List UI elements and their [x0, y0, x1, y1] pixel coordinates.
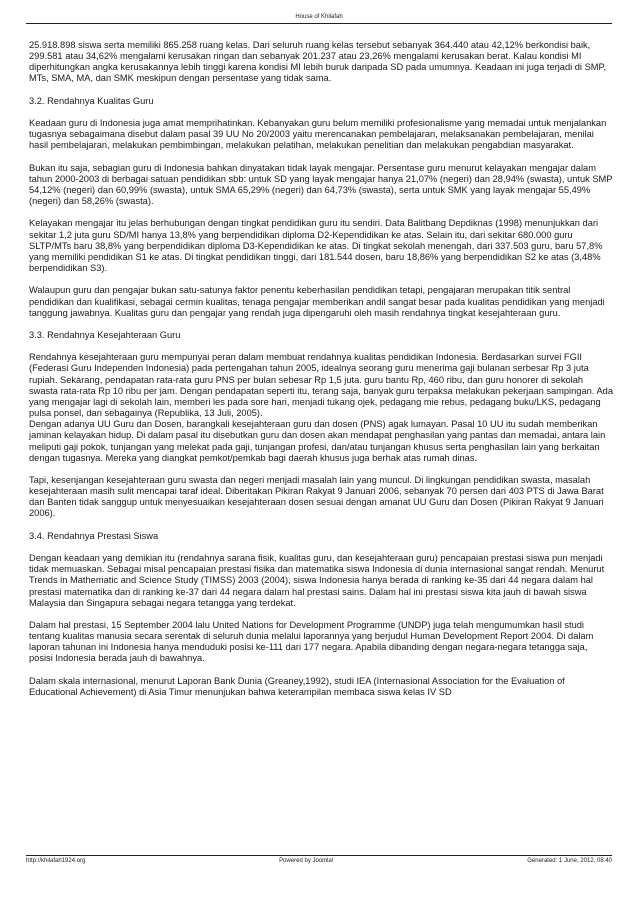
header-rule [26, 23, 612, 24]
paragraph-welfare-gap: Tapi, kesenjangan kesejahteraan guru swasta dan negeri menjadi masalah lain yang muncul. Di lingkungan pendidikan swasta, masalah kesejahteraan masih sulit mencapai taraf ideal. Diberitakan Pikiran Rakyat 9 Januari 2006, sebanyak 70 persen dari 403 PTS di Jawa Barat dan Banten tidak sanggup untuk menyesuaikan kesejahteraan dosen sesuai dengan amanat UU Guru dan Dosen (Pikiran Rakyat 9 Januari 2006). [29, 474, 604, 519]
footer-url: http://khilafah1924.org [26, 858, 86, 864]
paragraph-student-achievement: Dengan keadaan yang demikian itu (rendahnya sarana fisik, kualitas guru, dan kesejahteraan guru) pencapaian prestasi siswa pun menjadi tidak memuaskan. Sebagai misal pencapaian prestasi fisika dan matematika siswa Indonesia di dunia internasional sangat rendah. Menurut Trends in Mathematic and Science Study (TIMSS) 2003 (2004), siswa Indonesia hanya berada di ranking ke-35 dari 44 negara dalam hal prestasi matematika dan di ranking ke-37 dari 44 negara dalam hal prestasi sains. Dalam hal ini prestasi siswa kita jauh di bawah siswa Malaysia dan Singapura sebagai negara tetangga yang terdekat. [29, 553, 605, 608]
footer-generated: Generated: 1 June, 2012, 08:40 [527, 858, 612, 864]
paragraph-teacher-quality: Walaupun guru dan pengajar bukan satu-satunya faktor penentu keberhasilan pendidikan tetapi, pengajaran merupakan titik sentral pendidikan dan kualifikasi, sebagai cermin kualitas, tenaga pengajar memberikan andil sangat besar pada kualitas pendidikan yang menjadi tanggung jawabnya. Kualitas guru dan pengajar yang rendah juga dipengaruhi oleh masih rendahnya tingkat kesejahteraan guru. [29, 285, 605, 318]
page-header-title: House of Khilafah [295, 14, 343, 20]
article-body [29, 40, 613, 709]
footer-rule [26, 855, 612, 856]
paragraph-teacher-education: Kelayakan mengajar itu jelas berhubungan dengan tingkat pendidikan guru itu sendiri. Data Balitbang Depdiknas (1998) menunjukkan dari sekitar 1,2 juta guru SD/MI hanya 13,8% yang berpendidikan diploma D2-Kependidikan ke atas. Selain itu, dari sekitar 680.000 guru SLTP/MTs baru 38,8% yang berpendidikan diploma D3-Kependidikan ke atas. Di tingkat sekolah menengah, dari 337.503 guru, baru 57,8% yang memiliki pendidikan S1 ke atas. Di tingkat pendidikan tinggi, dari 181.544 dosen, baru 18,86% yang berpendidikan S2 ke atas (3,48% berpendidikan S3). [29, 218, 603, 274]
paragraph-teacher-law: Dengan adanya UU Guru dan Dosen, barangkali kesejahteraan guru dan dosen (PNS) agak lumayan. Pasal 10 UU itu sudah memberikan jaminan kelayakan hidup. Di dalam pasal itu disebutkan guru dan dosen akan mendapat penghasilan yang pantas dan memadai, antara lain meliputi gaji pokok, tunjangan yang melekat pada gaji, tunjangan profesi, dan/atau tunjangan khusus serta penghasilan lain yang berkaitan dengan tugasnya. Mereka yang diangkat pemkot/pemkab bagi daerah khusus juga berhak atas rumah dinas. [29, 419, 606, 463]
section-heading-3-4: 3.4. Rendahnya Prestasi Siswa [29, 530, 159, 541]
paragraph-undp-report: Dalam hal prestasi, 15 September 2004 lalu United Nations for Development Programme (UNDP) juga telah mengumumkan hasil studi tentang kualitas manusia secara serentak di seluruh dunia melalui laporannya yang berjudul Human Development Report 2004. Di dalam laporan tahunan ini Indonesia hanya menduduki posisi ke-111 dari 177 negara. Apabila dibanding dengan negara-negara tetangga saja, posisi Indonesia berada jauh di bawahnya. [29, 619, 594, 664]
page-footer [26, 858, 612, 864]
paragraph-teacher-welfare: Rendahnya kesejahteraan guru mempunyai peran dalam membuat rendahnya kualitas pendidikan Indonesia. Berdasarkan survei FGII (Federasi Guru Independen Indonesia) pada pertengahan tahun 2005, idealnya seorang guru menerima gaji bulanan serbesar Rp 3 juta rupiah. Sekarang, pendapatan rata-rata guru PNS per bulan sebesar Rp 1,5 juta. guru bantu Rp, 460 ribu, dan guru honorer di sekolah swasta rata-rata Rp 10 ribu per jam. Dengan pendapatan seperti itu, terang saja, banyak guru terpaksa melakukan pekerjaan sampingan. Ada yang mengajar lagi di sekolah lain, memberi les pada sore hari, menjadi tukang ojek, pedagang mie rebus, pedagang buku/LKS, pedagang pulsa ponsel, dan sebagainya (Republika, 13 Juli, 2005). [29, 352, 613, 419]
paragraph-teacher-eligibility: Bukan itu saja, sebagian guru di Indonesia bahkan dinyatakan tidak layak mengajar. Persentase guru menurut kelayakan mengajar dalam tahun 2000-2003 di berbagai satuan pendidikan sbb: untuk SD yang layak mengajar hanya 21,07% (negeri) dan 28,94% (swasta), untuk SMP 54,12% (negeri) dan 60,99% (swasta), untuk SMA 65,29% (negeri) dan 64,73% (swasta), serta untuk SMK yang layak mengajar 55,49% (negeri) dan 58,26% (swasta). [29, 162, 613, 207]
paragraph-teacher-condition: Keadaan guru di Indonesia juga amat memprihatinkan. Kebanyakan guru belum memiliki profesionalisme yang memadai untuk menjalankan tugasnya sebagaimana disebut dalam pasal 39 UU No 20/2003 yaitu merencanakan pembelajaran, melaksanakan pembelajaran, menilai hasil pembelajaran, melakukan pembimbingan, melakukan pelatihan, melakukan penelitian dan melakukan pengabdian masyarakat. [29, 118, 607, 151]
paragraph-classrooms: 25.918.898 siswa serta memiliki 865.258 ruang kelas. Dari seluruh ruang kelas tersebut sebanyak 364.440 atau 42,12% berkondisi baik, 299.581 atau 34,62% mengalami kerusakan ringan dan sebanyak 201.237 atau 23,26% mengalami kerusakan berat. Kalau kondisi MI diperhitungkan angka kerusakannya lebih tinggi karena kondisi MI lebih buruk daripada SD pada umumnya. Keadaan ini juga terjadi di SMP, MTs, SMA, MA, dan SMK meskipun dengan persentase yang tidak sama. [29, 40, 607, 84]
section-heading-3-3: 3.3. Rendahnya Kesejahteraan Guru [29, 329, 181, 340]
paragraph-world-bank: Dalam skala internasional, menurut Laporan Bank Dunia (Greaney,1992), studi IEA (Internasional Association for the Evaluation of Educational Achievement) di Asia Timur menunjukan bahwa keterampilan membaca siswa kelas IV SD [29, 675, 565, 697]
section-heading-3-2: 3.2. Rendahnya Kualitas Guru [29, 95, 154, 106]
footer-powered: Powered by Joomla! [279, 858, 334, 864]
